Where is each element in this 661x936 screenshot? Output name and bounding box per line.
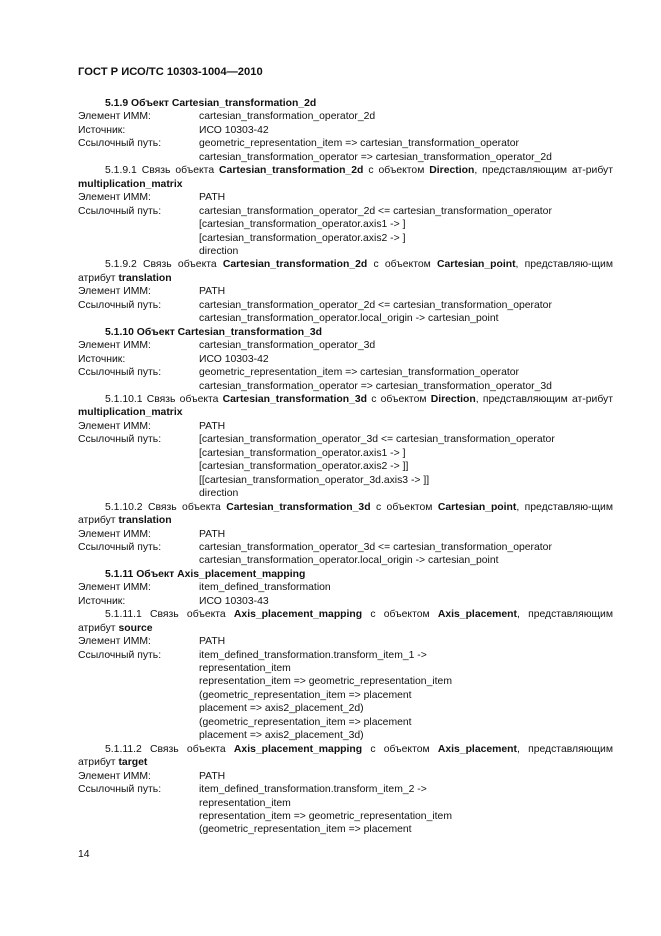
mapping-row (78, 124, 613, 137)
field-value: item_defined_transformation.transform_item_2 -> (199, 784, 427, 796)
field-value: geometric_representation_item => cartesian_transformation_operator (199, 138, 519, 150)
field-label: Ссылочный путь: (78, 205, 162, 217)
field-label: Элемент ИММ: (78, 636, 151, 648)
field-value: cartesian_transformation_operator_2d <= cartesian_transformation_operator (199, 205, 552, 217)
text-run: с объектом (370, 501, 438, 513)
field-label: Ссылочный путь: (78, 784, 162, 796)
path-line: [cartesian_transformation_operator.axis1 -> ] (199, 219, 406, 231)
text-run: , представляющим ат-рибут (474, 165, 614, 177)
path-line: [cartesian_transformation_operator.axis1 -> ] (199, 447, 406, 459)
subsection-paragraph (78, 164, 613, 191)
mapping-row (78, 783, 613, 796)
mapping-row (78, 299, 613, 312)
field-label: Источник: (78, 124, 126, 136)
entity-name: Direction (429, 165, 475, 177)
attribute-name: source (118, 622, 153, 634)
attribute-name: multiplication_matrix (78, 178, 183, 190)
page-header: ГОСТ Р ИСО/ТС 10303-1004—2010 (78, 66, 263, 78)
field-label: Элемент ИММ: (78, 111, 151, 123)
entity-name: Cartesian_transformation_2d (222, 259, 368, 271)
attribute-name: multiplication_matrix (78, 407, 183, 419)
field-value: item_defined_transformation (199, 582, 331, 594)
field-value: PATH (199, 636, 226, 648)
path-line: direction (199, 488, 239, 500)
path-line: placement => axis2_placement_2d) (199, 703, 364, 715)
path-line: direction (199, 245, 239, 257)
entity-name: Axis_placement_mapping (233, 609, 363, 621)
path-line: representation_item (199, 797, 291, 809)
text-run: , представляю-щим атрибут (78, 501, 613, 527)
page-number: 14 (78, 849, 90, 860)
field-label: Элемент ИММ: (78, 420, 151, 432)
entity-name: Cartesian_point (437, 259, 516, 271)
field-label: Ссылочный путь: (78, 367, 162, 379)
subsection-paragraph (78, 258, 613, 285)
mapping-row (78, 541, 613, 554)
attribute-name: translation (118, 515, 172, 527)
entity-name: Cartesian_point (437, 501, 517, 513)
mapping-row (78, 137, 613, 150)
mapping-row (78, 366, 613, 379)
path-line: representation_item => geometric_representation_item (199, 811, 452, 823)
path-line: (geometric_representation_item => placement (199, 824, 412, 836)
path-line: placement => axis2_placement_3d) (199, 730, 364, 742)
text-run: с объектом (367, 259, 437, 271)
field-value: [cartesian_transformation_operator_3d <= cartesian_transformation_operator (199, 434, 555, 446)
field-value: cartesian_transformation_operator_3d (199, 340, 376, 352)
path-line: (geometric_representation_item => placement (199, 689, 412, 701)
field-label: Элемент ИММ: (78, 582, 151, 594)
path-line: cartesian_transformation_operator => cartesian_transformation_operator_3d (199, 380, 552, 392)
text-run: 5.1.10.2 Связь объекта (105, 501, 227, 513)
entity-name: Cartesian_transformation_2d (219, 165, 364, 177)
field-label: Ссылочный путь: (78, 434, 162, 446)
field-label: Ссылочный путь: (78, 649, 162, 661)
field-label: Элемент ИММ: (78, 192, 151, 204)
field-value: cartesian_transformation_operator_3d <= cartesian_transformation_operator (199, 541, 552, 553)
path-line: [[cartesian_transformation_operator_3d.axis3 -> ]] (199, 474, 430, 486)
path-line: cartesian_transformation_operator => cartesian_transformation_operator_2d (199, 151, 552, 163)
attribute-name: translation (118, 272, 172, 284)
mapping-row (78, 649, 613, 662)
field-value: ИСО 10303-43 (199, 595, 269, 607)
field-value: PATH (199, 420, 226, 432)
path-line: [cartesian_transformation_operator.axis2 -> ]] (199, 461, 409, 473)
field-label: Источник: (78, 595, 126, 607)
document-body (78, 97, 613, 837)
subsection-paragraph (78, 393, 613, 420)
text-run: 5.1.11.1 Связь объекта (105, 609, 234, 621)
mapping-row (78, 191, 613, 204)
field-value: geometric_representation_item => cartesian_transformation_operator (199, 367, 519, 379)
entity-name: Cartesian_transformation_3d (226, 501, 371, 513)
path-line: representation_item (199, 663, 291, 675)
field-value: PATH (199, 770, 226, 782)
field-label: Источник: (78, 353, 126, 365)
entity-name: Axis_placement (437, 609, 517, 621)
entity-name: Cartesian_transformation_3d (222, 393, 367, 405)
mapping-row (78, 635, 613, 648)
text-run: , представляющим атрибут (78, 743, 613, 769)
text-run: 5.1.9.1 Связь объекта (105, 165, 220, 177)
mapping-row (78, 353, 613, 366)
text-run: с объектом (363, 165, 430, 177)
text-run: с объектом (362, 609, 438, 621)
path-line: (geometric_representation_item => placement (199, 716, 412, 728)
path-line: cartesian_transformation_operator.local_origin -> cartesian_point (199, 313, 499, 325)
mapping-row (78, 770, 613, 783)
subsection-paragraph (78, 743, 613, 770)
field-label: Ссылочный путь: (78, 541, 162, 553)
text-run: с объектом (367, 393, 431, 405)
field-label: Элемент ИММ: (78, 528, 151, 540)
field-value: item_defined_transformation.transform_item_1 -> (199, 649, 427, 661)
field-value: cartesian_transformation_operator_2d (199, 111, 376, 123)
field-label: Элемент ИММ: (78, 770, 151, 782)
field-label: Ссылочный путь: (78, 299, 162, 311)
mapping-row (78, 595, 613, 608)
text-run: , представляющим атрибут (78, 609, 613, 634)
field-value: cartesian_transformation_operator_2d <= cartesian_transformation_operator (199, 299, 552, 311)
path-line: [cartesian_transformation_operator.axis2 -> ] (199, 232, 406, 244)
field-label: Элемент ИММ: (78, 286, 151, 298)
mapping-row (78, 285, 613, 298)
text-run: 5.1.9.2 Связь объекта (105, 259, 223, 271)
field-value: PATH (199, 528, 226, 540)
text-run: 5.1.11.2 Связь объекта (105, 743, 234, 755)
section-heading: 5.1.10 Объект Cartesian_transformation_3d (105, 326, 323, 338)
mapping-row (78, 205, 613, 218)
mapping-row (78, 110, 613, 123)
text-run: с объектом (362, 743, 438, 755)
section-heading: 5.1.11 Объект Axis_placement_mapping (105, 568, 306, 580)
subsection-paragraph (78, 501, 613, 528)
text-run: , представляющим ат-рибут (475, 393, 613, 405)
mapping-row (78, 581, 613, 594)
text-run: 5.1.10.1 Связь объекта (105, 393, 223, 405)
path-line: representation_item => geometric_representation_item (199, 676, 452, 688)
mapping-row (78, 433, 613, 446)
field-value: PATH (199, 286, 226, 298)
field-value: ИСО 10303-42 (199, 353, 269, 365)
path-line: cartesian_transformation_operator.local_origin -> cartesian_point (199, 555, 499, 567)
field-value: ИСО 10303-42 (199, 124, 269, 136)
entity-name: Axis_placement (437, 743, 517, 755)
entity-name: Direction (430, 393, 476, 405)
mapping-row (78, 420, 613, 433)
mapping-row (78, 528, 613, 541)
attribute-name: target (118, 757, 148, 769)
field-value: PATH (199, 192, 226, 204)
subsection-paragraph (78, 608, 613, 635)
text-run: , представляю-щим атрибут (78, 259, 613, 284)
field-label: Элемент ИММ: (78, 340, 151, 352)
entity-name: Axis_placement_mapping (233, 743, 363, 755)
field-label: Ссылочный путь: (78, 138, 162, 150)
mapping-row (78, 339, 613, 352)
section-heading: 5.1.9 Объект Cartesian_transformation_2d (105, 98, 317, 109)
